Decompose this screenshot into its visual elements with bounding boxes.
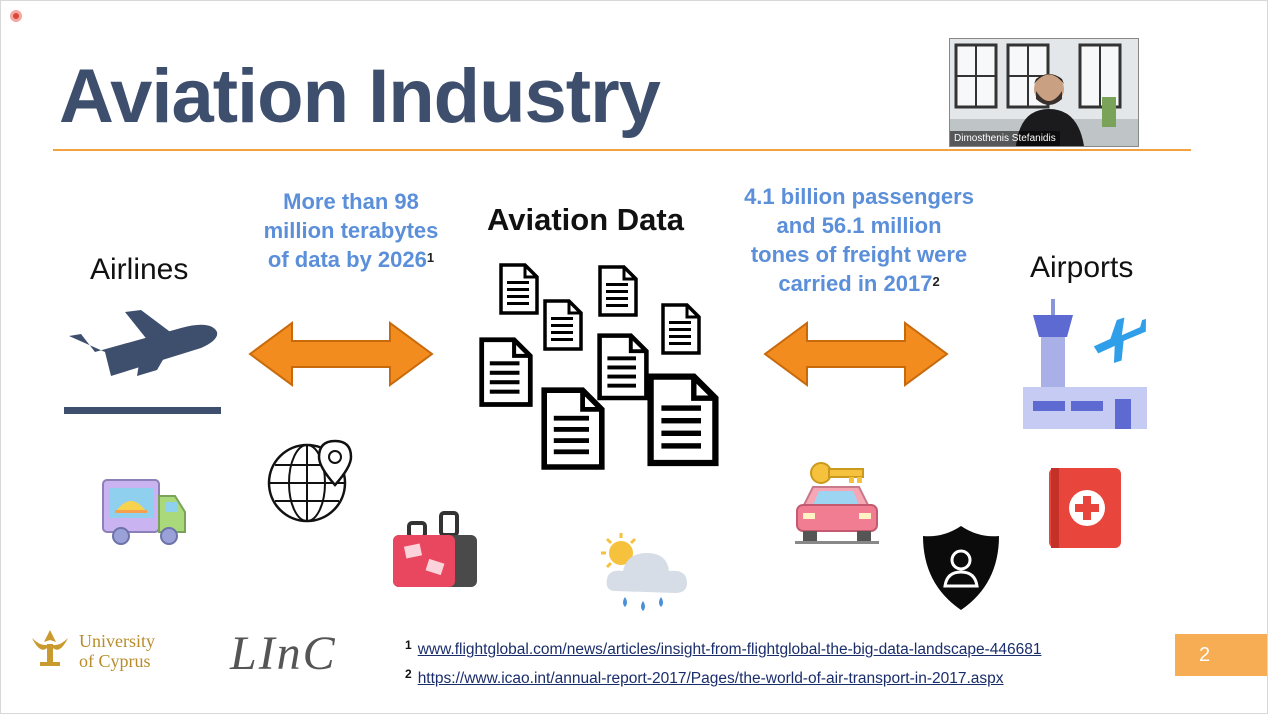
university-logo-text: University of Cyprus — [79, 631, 155, 671]
reference-link-1[interactable]: www.flightglobal.com/news/articles/insight-from-flightglobal-the-big-data-landscape-446681 — [417, 641, 1042, 658]
food-truck-icon — [99, 474, 189, 550]
linc-logo: LInC — [230, 627, 337, 680]
record-indicator-icon — [10, 10, 22, 22]
video-feed-icon — [950, 39, 1138, 146]
page-number: 2 — [1175, 634, 1268, 676]
security-shield-icon — [921, 524, 1001, 612]
airplane-takeoff-icon — [61, 306, 226, 421]
university-logo-icon — [28, 628, 72, 668]
reference-2: $^2$ https://www.icao.int/annual-report-2017/Pages/the-world-of-air-transport-in-2017.aspx — [405, 667, 1004, 687]
title-divider — [53, 149, 1191, 151]
first-aid-icon — [1047, 466, 1123, 550]
documents-cluster-icon — [471, 259, 731, 487]
airport-tower-icon — [1019, 297, 1151, 431]
presenter-video[interactable] — [949, 38, 1139, 147]
double-arrow-icon — [763, 321, 949, 387]
presenter-name: Dimosthenis Stefanidis — [950, 131, 1060, 146]
aviation-data-label: Aviation Data — [487, 202, 684, 237]
left-stat: More than 98 million terabytes of data by 2026$^1$ — [263, 189, 439, 272]
car-rental-icon — [793, 459, 881, 547]
airports-label: Airports — [1030, 251, 1134, 284]
weather-icon — [601, 533, 691, 615]
globe-pin-icon — [265, 437, 357, 525]
slide-title: Aviation Industry — [59, 54, 660, 139]
luggage-icon — [391, 511, 479, 589]
airlines-label: Airlines — [90, 253, 189, 286]
reference-link-2[interactable]: https://www.icao.int/annual-report-2017/Pages/the-world-of-air-transport-in-2017.aspx — [417, 670, 1004, 687]
double-arrow-icon — [248, 321, 434, 387]
reference-1: $^1$ www.flightglobal.com/news/articles/insight-from-flightglobal-the-big-data-landscape-446681 — [405, 638, 1042, 658]
right-stat: 4.1 billion passengers and 56.1 million tones of freight were carried in 2017$^2$ — [744, 184, 974, 296]
